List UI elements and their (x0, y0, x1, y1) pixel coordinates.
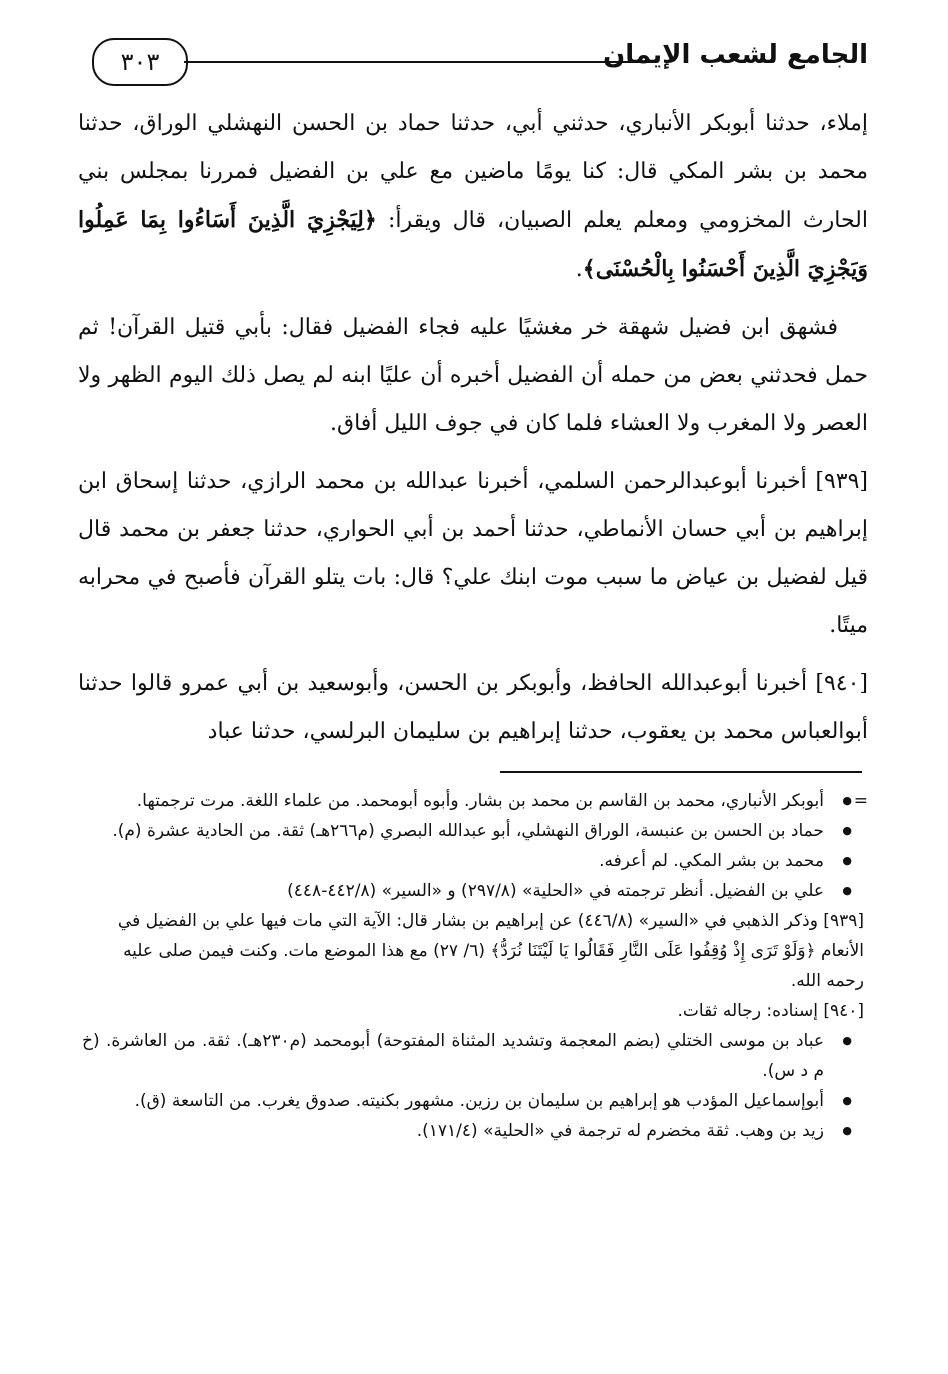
page-header (92, 38, 868, 88)
paragraph-2: فشهق ابن فضيل شهقة خر مغشيًا عليه فجاء الفضيل فقال: بأبي قتيل القرآن! ثم حمل فحدثني بعض من حمله أن الفضيل أخبره أن عليًا ابنه لم يصل ذلك اليوم الظهر ولا العصر ولا المغرب ولا العشاء فلما كان في جوف الليل أفاق. (78, 315, 868, 436)
footnote-text: أبوبكر الأنباري، محمد بن القاسم بن محمد بن بشار. وأبوه أبومحمد. من علماء اللغة. مرت ترجمتها. (136, 791, 824, 811)
hadith-939: [٩٣٩] أخبرنا أبوعبدالرحمن السلمي، أخبرنا عبدالله بن محمد الرازي، حدثنا إسحاق ابن إبراهيم بن أبي حسان الأنماطي، حدثنا أحمد بن أبي الحواري، حدثنا جعفر بن محمد قال قيل لفضيل بن عياض ما سبب موت ابنك علي؟ قال: بات يتلو القرآن فأصبح في محرابه ميتًا. (78, 469, 868, 638)
footnote-item (82, 786, 868, 816)
footnote-item: ● زيد بن وهب. ثقة مخضرم له ترجمة في «الحلية» (١٧١/٤). (82, 1116, 864, 1146)
continuation-mark: ● = (853, 791, 868, 811)
footnote-ref-940: [٩٤٠] إسناده: رجاله ثقات. (677, 1001, 864, 1021)
header-rule (184, 61, 653, 63)
page-number: ٣٠٣ (92, 38, 188, 86)
main-text (78, 100, 868, 756)
paragraph-1-end: . (575, 257, 583, 282)
paragraph-1-text: إملاء، حدثنا أبوبكر الأنباري، حدثني أبي، حدثنا حماد بن الحسن النهشلي الوراق، حدثنا محمد بن بشر المكي قال: كنا يومًا ماضين مع علي بن الفضيل فمررنا بمجلس بني الحارث المخزومي ومعلم يعلم الصبيان، قال ويقرأ: (78, 111, 868, 233)
paragraph-1 (78, 100, 868, 294)
footnote-item: ● أبوإسماعيل المؤدب هو إبراهيم بن سليمان بن رزين. مشهور بكنيته. صدوق يغرب. من التاسعة (ق). (82, 1086, 864, 1116)
footnote-item: ● علي بن الفضيل. أنظر ترجمته في «الحلية» (٢٩٧/٨) و «السير» (٤٤٢/٨-٤٤٨) (82, 876, 864, 906)
hadith-940: [٩٤٠] أخبرنا أبوعبدالله الحافظ، وأبوبكر بن الحسن، وأبوسعيد بن أبي عمرو قالوا حدثنا أبوالعباس محمد بن يعقوب، حدثنا إبراهيم بن سليمان البرلسي، حدثنا عباد (78, 671, 868, 744)
footnotes (82, 786, 868, 1146)
book-title: الجامع لشعب الإيمان (603, 40, 868, 70)
footnote-item: ● عباد بن موسى الختلي (بضم المعجمة وتشديد المثناة المفتوحة) أبومحمد (م٢٣٠هـ). ثقة. من العاشرة. (خ م د س). (82, 1026, 864, 1086)
quran-verse: ﴿لِيَجْزِيَ الَّذِينَ أَسَاءُوا بِمَا عَمِلُوا وَيَجْزِيَ الَّذِينَ أَحْسَنُوا بِالْحُسْنَى﴾ (78, 207, 868, 282)
footnote-separator (500, 771, 862, 773)
footnote-item: ● حماد بن الحسن بن عنبسة، الوراق النهشلي، أبو عبدالله البصري (م٢٦٦هـ) ثقة. من الحادية عشرة (م). (82, 816, 864, 846)
footnote-item: ● محمد بن بشر المكي. لم أعرفه. (82, 846, 864, 876)
footnote-ref-939: [٩٣٩] وذكر الذهبي في «السير» (٤٤٦/٨) عن إبراهيم بن بشار قال: الآية التي مات فيها علي بن الفضيل في الأنعام ﴿وَلَوْ تَرَى إِذْ وُقِفُوا عَلَى النَّارِ فَقَالُوا يَا لَيْتَنَا نُرَدُّ﴾ (٦/ ٢٧) مع هذا الموضع مات. وكنت فيمن صلى عليه رحمه الله. (117, 911, 864, 991)
